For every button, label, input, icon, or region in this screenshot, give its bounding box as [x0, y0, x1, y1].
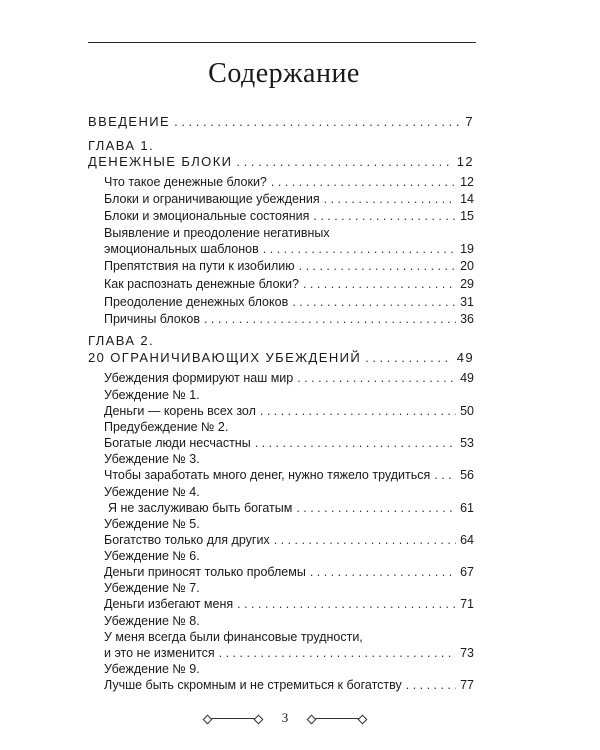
toc-entry[interactable]	[104, 311, 474, 327]
dot-leader	[236, 154, 452, 170]
dot-leader	[313, 208, 456, 224]
toc-entry-page: 12	[456, 154, 474, 169]
dot-leader	[310, 564, 456, 580]
dot-leader	[434, 467, 456, 483]
toc-entry-title: Деньги приносят только проблемы	[104, 565, 306, 579]
toc-entry-page: 73	[460, 646, 474, 660]
toc-entry-title: Лучше быть скромным и не стремиться к богатству	[104, 678, 402, 692]
toc-entry-title-line1: Убеждение № 6.	[104, 549, 200, 563]
toc-entry-title: Чтобы заработать много денег, нужно тяжело трудиться	[104, 468, 431, 482]
toc-entry-title: Деньги избегают меня	[104, 597, 234, 611]
toc-entry[interactable]	[104, 435, 474, 451]
toc-entry-title-line1: Выявление и преодоление негативных	[104, 226, 330, 240]
toc-entry-page: 31	[460, 295, 474, 309]
toc-entry-page: 49	[460, 371, 474, 385]
toc-entry-title-line1: Убеждение № 8.	[104, 614, 200, 628]
toc-entry-title-line1: Убеждение № 4.	[104, 485, 200, 499]
toc-entry-page: 20	[460, 259, 474, 273]
toc-entry[interactable]	[104, 241, 474, 257]
toc-entry-title: Богатые люди несчастны	[104, 436, 251, 450]
toc-entry[interactable]	[104, 564, 474, 580]
toc-entry[interactable]	[104, 403, 474, 419]
toc-entry-page: 19	[460, 242, 474, 256]
toc-entry[interactable]	[104, 467, 474, 483]
dot-leader	[299, 258, 456, 274]
toc-entry-page: 49	[456, 350, 474, 365]
toc-entry[interactable]	[104, 370, 474, 386]
toc-entry-chapter1[interactable]	[88, 154, 474, 170]
toc-entry-title: Я не заслуживаю быть богатым	[108, 501, 293, 515]
toc-entry-title: ВВЕДЕНИЕ	[88, 114, 171, 129]
page-footer	[0, 710, 600, 730]
toc-entry-page: 53	[460, 436, 474, 450]
footer-ornament-right	[312, 718, 362, 719]
dot-leader	[204, 311, 456, 327]
toc-entry-title: и это не изменится	[104, 646, 215, 660]
toc-entry-page: 71	[460, 597, 474, 611]
toc-entry-page: 36	[460, 312, 474, 326]
dot-leader	[303, 276, 456, 292]
page-number: 3	[281, 710, 289, 725]
toc-entry[interactable]	[104, 276, 474, 292]
toc-entry-page: 7	[465, 114, 474, 129]
page-title: Содержание	[208, 58, 360, 89]
toc-entry-title: Убеждения формируют наш мир	[104, 371, 294, 385]
toc-entry-page: 61	[460, 501, 474, 515]
toc-entry-title: 20 ОГРАНИЧИВАЮЩИХ УБЕЖДЕНИЙ	[88, 350, 362, 365]
toc-entry-page: 77	[460, 678, 474, 692]
toc-entry-page: 15	[460, 209, 474, 223]
toc-entry-page: 29	[460, 277, 474, 291]
dot-leader	[263, 241, 456, 257]
dot-leader	[274, 532, 456, 548]
chapter-label: ГЛАВА 2.	[88, 333, 155, 348]
toc-entry-page: 64	[460, 533, 474, 547]
dot-leader	[292, 294, 456, 310]
toc-entry[interactable]	[104, 677, 474, 693]
toc-entry-intro[interactable]	[88, 114, 474, 130]
dot-leader	[255, 435, 456, 451]
dot-leader	[219, 645, 456, 661]
toc-entry-title: ДЕНЕЖНЫЕ БЛОКИ	[88, 154, 233, 169]
dot-leader	[406, 677, 456, 693]
toc-entry-title-line1: Убеждение № 9.	[104, 662, 200, 676]
toc-entry[interactable]	[104, 191, 474, 207]
dot-leader	[174, 114, 461, 130]
toc-entry-title: Блоки и ограничивающие убеждения	[104, 192, 320, 206]
dot-leader	[365, 350, 453, 366]
toc-entry[interactable]	[108, 500, 474, 516]
toc-entry-chapter2[interactable]	[88, 350, 474, 366]
footer-ornament-left	[208, 718, 258, 719]
toc-entry-title: Причины блоков	[104, 312, 200, 326]
toc-entry-title-line1: Убеждение № 5.	[104, 517, 200, 531]
toc-entry-title-line1: Убеждение № 1.	[104, 388, 200, 402]
toc-entry[interactable]	[104, 174, 474, 190]
toc-entry-title: эмоциональных шаблонов	[104, 242, 259, 256]
toc-entry-title: Препятствия на пути к изобилию	[104, 259, 295, 273]
toc-entry[interactable]	[104, 532, 474, 548]
toc-entry-title: Деньги — корень всех зол	[104, 404, 256, 418]
toc-entry-title: Богатство только для других	[104, 533, 270, 547]
dot-leader	[324, 191, 456, 207]
toc-entry[interactable]	[104, 258, 474, 274]
toc-entry-page: 67	[460, 565, 474, 579]
toc-entry-title-line1: Предубеждение № 2.	[104, 420, 229, 434]
toc-entry[interactable]	[104, 596, 474, 612]
toc-entry-title: Преодоление денежных блоков	[104, 295, 289, 309]
toc-entry-title-line1: Убеждение № 7.	[104, 581, 200, 595]
toc-entry-title-line1: Убеждение № 3.	[104, 452, 200, 466]
toc-entry-page: 12	[460, 175, 474, 189]
dot-leader	[237, 596, 456, 612]
dot-leader	[260, 403, 456, 419]
toc-entry[interactable]	[104, 208, 474, 224]
toc-entry[interactable]	[104, 645, 474, 661]
toc-entry-title-line2: У меня всегда были финансовые трудности,	[104, 630, 363, 644]
toc-entry-page: 50	[460, 404, 474, 418]
dot-leader	[296, 500, 456, 516]
dot-leader	[271, 174, 456, 190]
toc-entry-page: 56	[460, 468, 474, 482]
chapter-label: ГЛАВА 1.	[88, 138, 155, 153]
toc-entry-title: Блоки и эмоциональные состояния	[104, 209, 310, 223]
dot-leader	[297, 370, 456, 386]
toc-entry-page: 14	[460, 192, 474, 206]
toc-entry[interactable]	[104, 294, 474, 310]
toc-entry-title: Как распознать денежные блоки?	[104, 277, 299, 291]
toc-entry-title: Что такое денежные блоки?	[104, 175, 267, 189]
